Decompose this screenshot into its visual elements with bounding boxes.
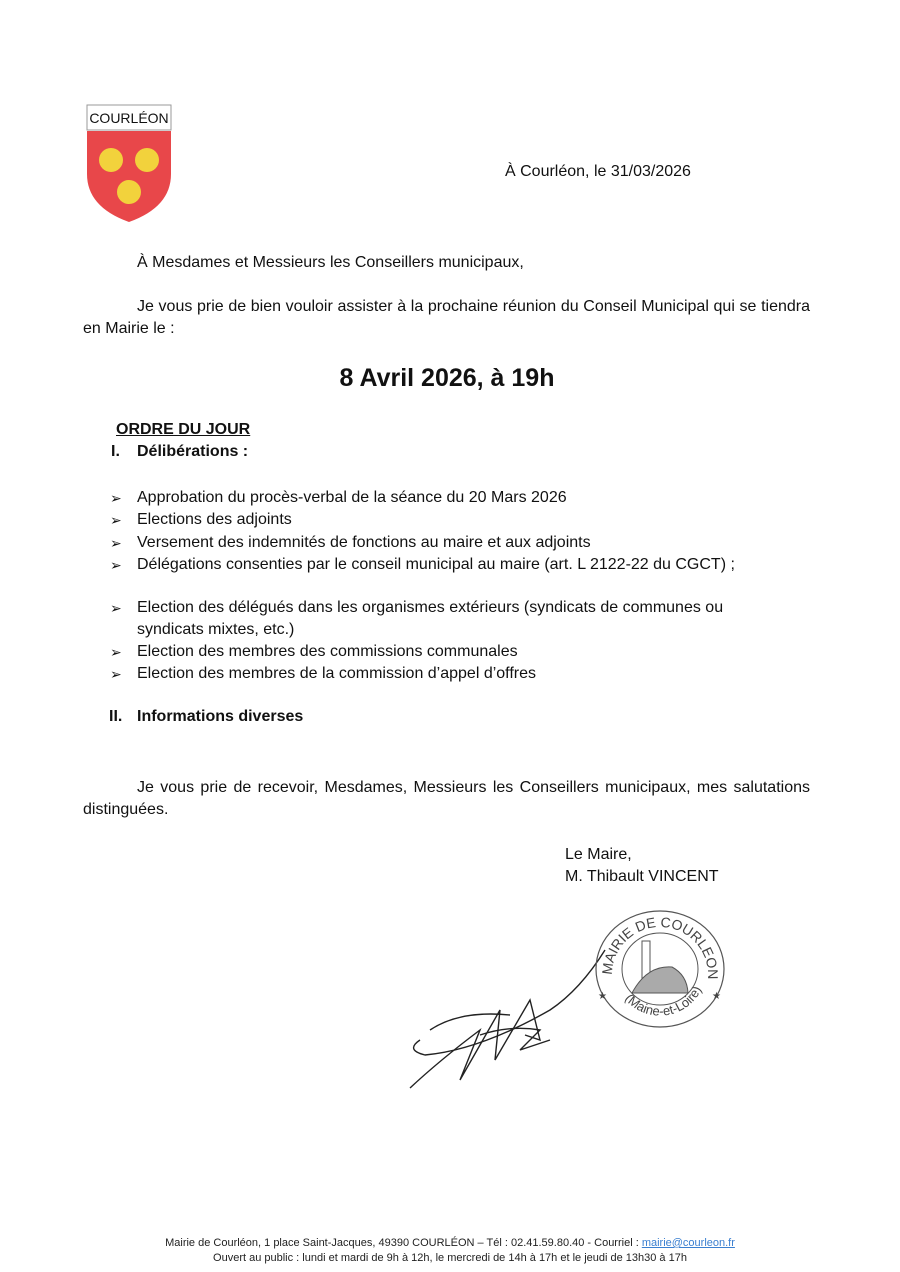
town-logo — [86, 104, 172, 224]
arrow-bullet-icon: ➢ — [110, 600, 122, 616]
intro-paragraph: Je vous prie de bien vouloir assister à la prochaine réunion du Conseil Municipal qui se tiendra en Mairie le : — [83, 298, 810, 337]
svg-text:COURLÉON: COURLÉON — [89, 110, 169, 126]
svg-text:★: ★ — [598, 991, 607, 1002]
arrow-bullet-icon: ➢ — [110, 644, 122, 660]
svg-text:★: ★ — [712, 991, 721, 1002]
date-line: À Courléon, le 31/03/2026 — [505, 163, 691, 180]
section-2-title: Informations diverses — [137, 708, 304, 725]
signatory-name: M. Thibault VINCENT — [565, 868, 719, 885]
arrow-bullet-icon: ➢ — [110, 490, 122, 506]
footer-hours: Ouvert au public : lundi et mardi de 9h à 12h, le mercredi de 14h à 17h et le jeudi de 13h30 à 17h — [213, 1252, 687, 1264]
agenda-item: ➢ Approbation du procès-verbal de la séance du 20 Mars 2026 — [110, 487, 740, 509]
signature-block — [565, 844, 719, 888]
arrow-bullet-icon: ➢ — [110, 535, 122, 551]
svg-text:(Maine-et-Loire): (Maine-et-Loire) — [622, 983, 705, 1019]
agenda-heading: ORDRE DU JOUR — [116, 421, 251, 438]
svg-text:MAIRIE DE COURLEON: MAIRIE DE COURLEON — [598, 913, 722, 980]
footer-address: Mairie de Courléon, 1 place Saint-Jacques, 49390 COURLÉON – Tél : 02.41.59.80.40 - Courriel : mairie@courleon.fr — [165, 1237, 735, 1249]
section-1-number: I. — [111, 443, 120, 460]
town-hall-stamp — [592, 905, 728, 1029]
arrow-bullet-icon: ➢ — [110, 557, 122, 573]
agenda-item: ➢ Délégations consenties par le conseil municipal au maire (art. L 2122-22 du CGCT) ; — [110, 554, 740, 576]
closing-paragraph: Je vous prie de recevoir, Mesdames, Messieurs les Conseillers municipaux, mes salutations distinguées. — [83, 779, 810, 818]
agenda-item: ➢ Elections des adjoints — [110, 509, 740, 531]
salutation: À Mesdames et Messieurs les Conseillers municipaux, — [137, 254, 524, 271]
agenda-item: ➢ Election des membres des commissions communales — [110, 641, 740, 663]
meeting-date: 8 Avril 2026, à 19h — [339, 364, 555, 392]
section-2-number: II. — [109, 708, 123, 725]
email-link[interactable]: mairie@courleon.fr — [641, 1237, 735, 1249]
arrow-bullet-icon: ➢ — [110, 512, 122, 528]
agenda-item: ➢ Versement des indemnités de fonctions au maire et aux adjoints — [110, 532, 740, 554]
handwritten-signature — [400, 940, 610, 1100]
section-1-title: Délibérations : — [137, 443, 249, 460]
arrow-bullet-icon: ➢ — [110, 666, 122, 682]
agenda-item: ➢ Election des membres de la commission d’appel d’offres — [110, 663, 740, 685]
signatory-role: Le Maire, — [565, 846, 632, 863]
agenda-item: ➢ Election des délégués dans les organismes extérieurs (syndicats de communes ou syndicats mixtes, etc.) — [110, 597, 740, 641]
